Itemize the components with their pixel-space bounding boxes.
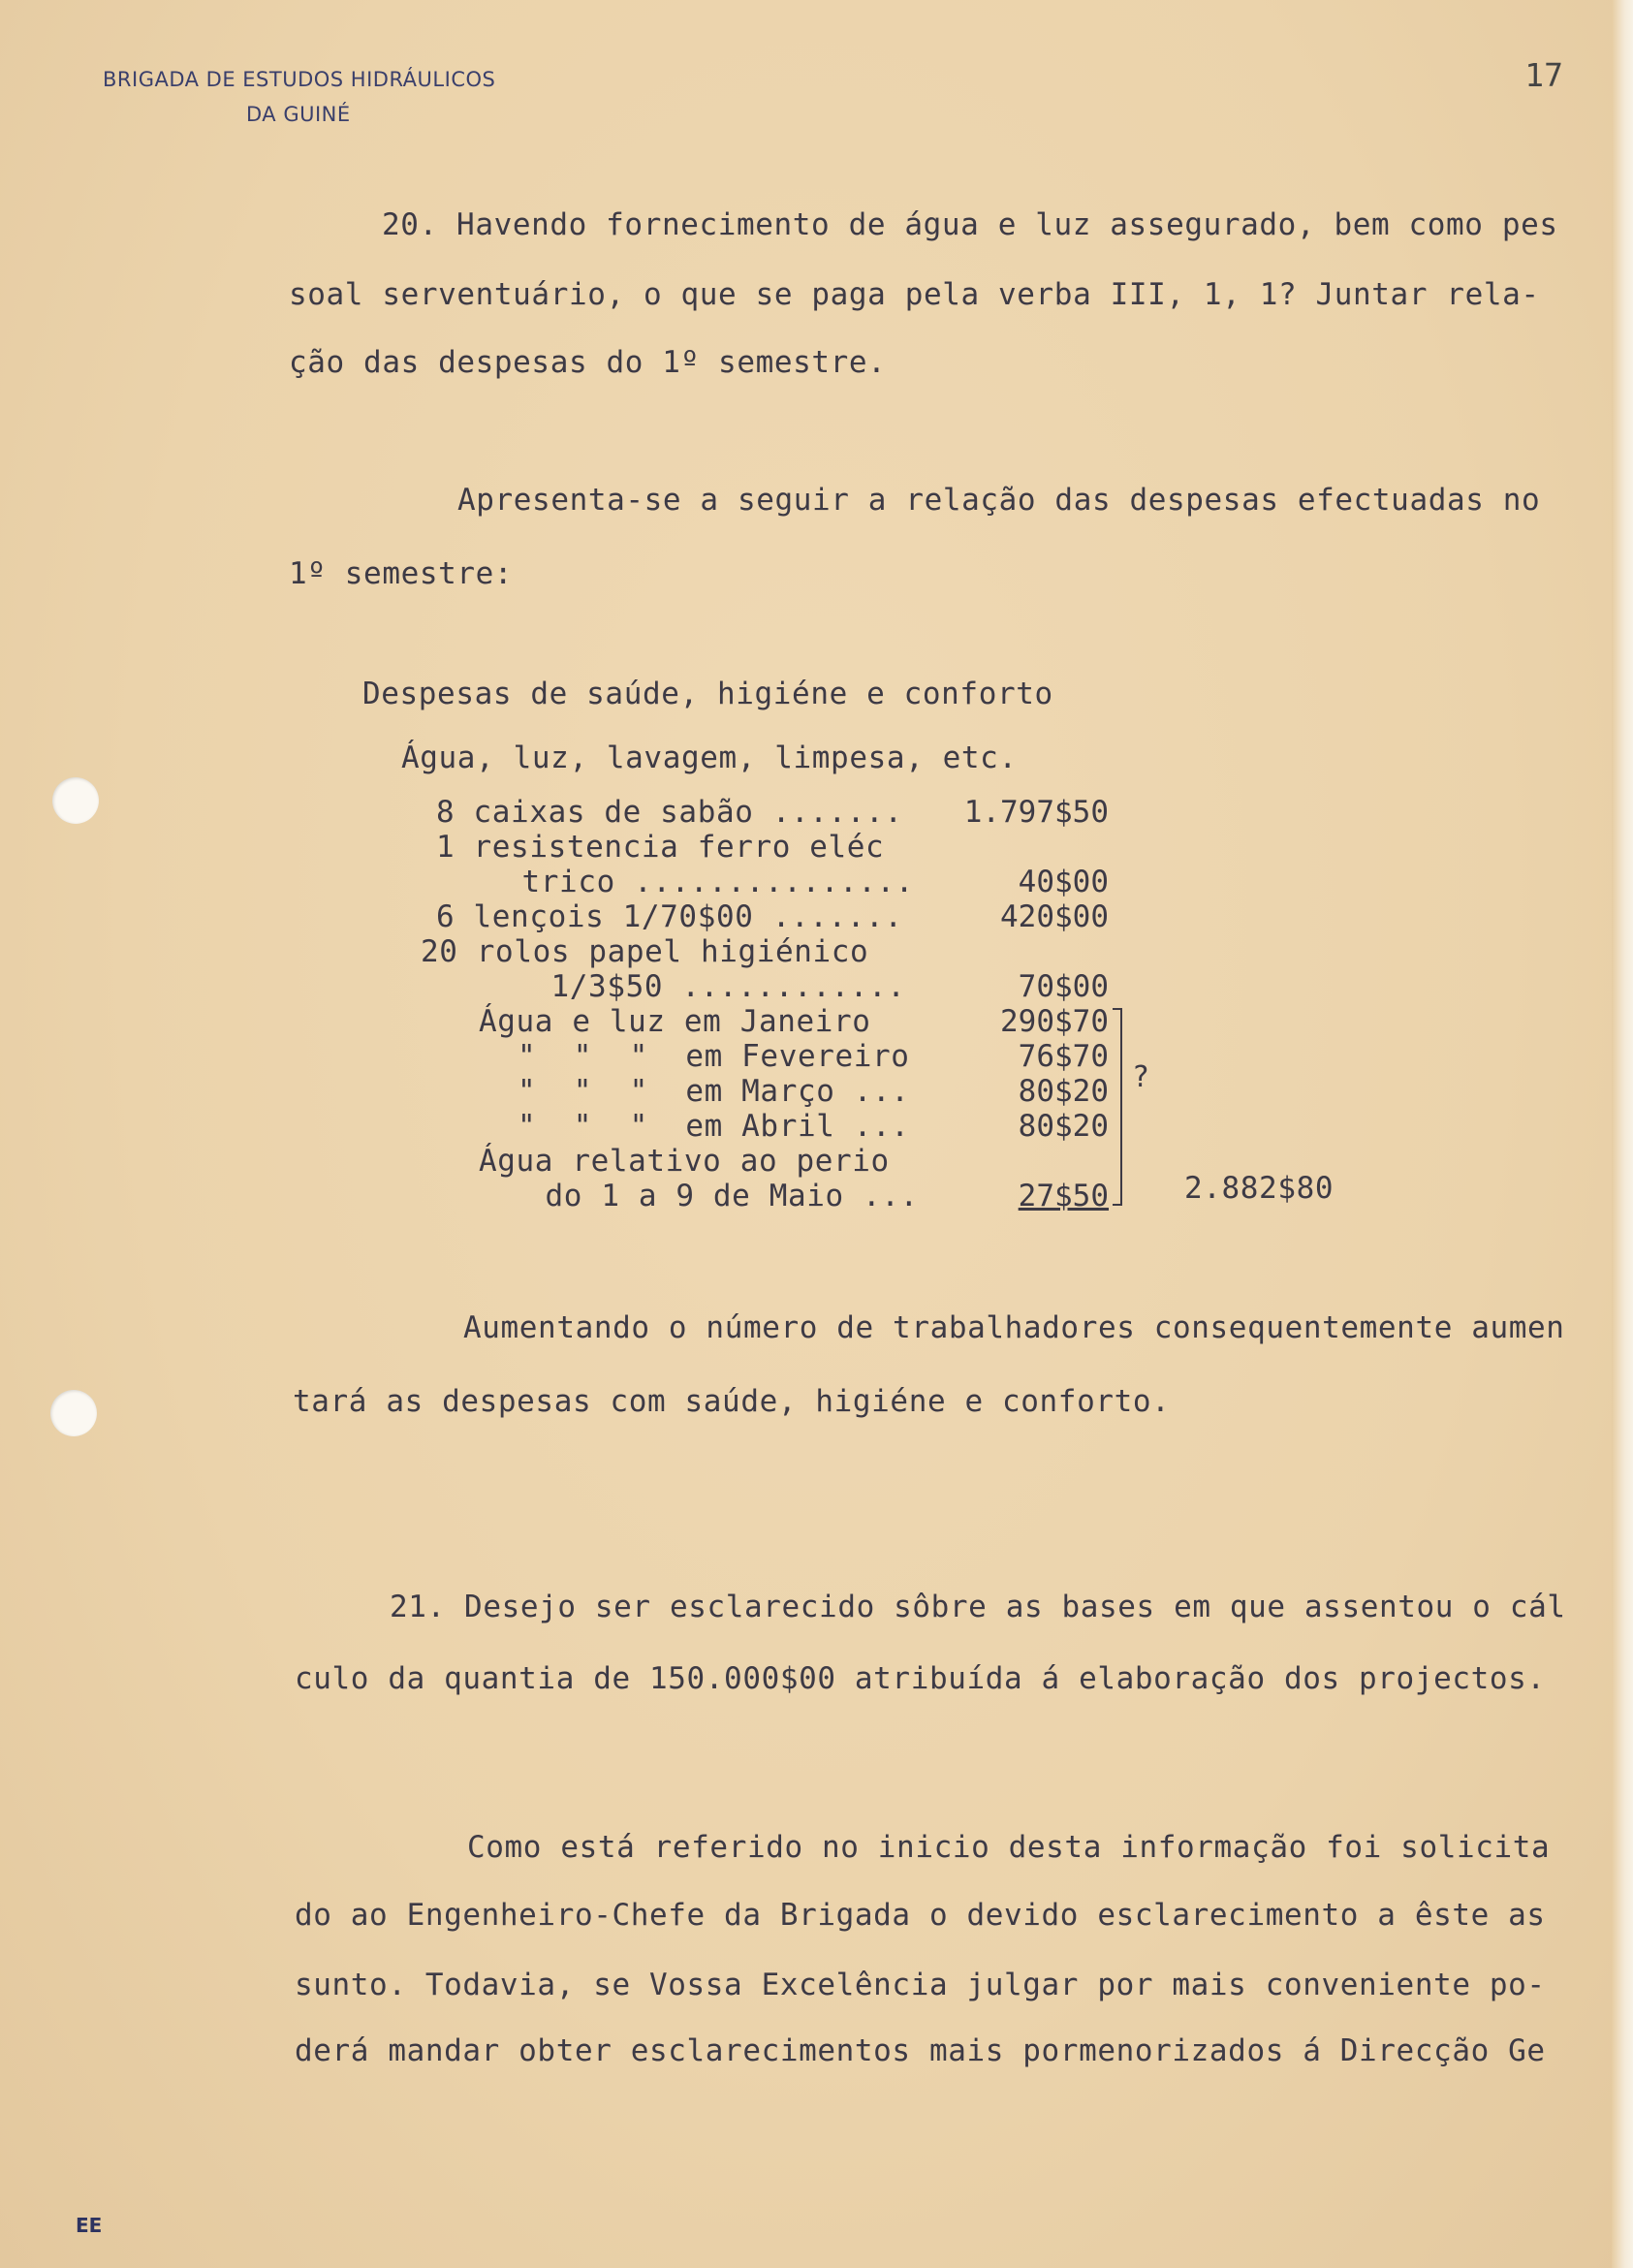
expense-amount-3: 40$00 — [1018, 865, 1109, 899]
expense-item-10: " " " em Abril ... — [518, 1109, 910, 1144]
expense-item-7: Água e luz em Janeiro — [479, 1004, 871, 1039]
expense-item-9: " " " em Março ... — [518, 1074, 910, 1109]
answer21-line1: Como está referido no inicio desta informação foi solicita — [467, 1830, 1551, 1865]
punch-hole-bottom — [50, 1390, 97, 1436]
intro-line2: 1º semestre: — [289, 556, 514, 591]
expense-amount-7: 290$70 — [1000, 1004, 1109, 1039]
expense-amount-9: 80$20 — [1018, 1074, 1109, 1109]
letterhead-line2: DA GUINÉ — [246, 103, 351, 126]
expenses-total: 2.882$80 — [1184, 1171, 1335, 1206]
answer21-line3: sunto. Todavia, se Vossa Excelência julgar por mais conveniente po- — [295, 1968, 1546, 2002]
expense-amount-8: 76$70 — [1018, 1039, 1109, 1074]
expense-amount-1: 1.797$50 — [963, 795, 1109, 830]
increase-line1: Aumentando o número de trabalhadores consequentemente aumen — [463, 1310, 1565, 1345]
q20-line2: soal serventuário, o que se paga pela verba III, 1, 1? Juntar rela- — [289, 277, 1540, 312]
page-number: 17 — [1524, 56, 1563, 94]
q20-line1: 20. Havendo fornecimento de água e luz assegurado, bem como pes — [382, 207, 1558, 242]
expense-amount-4: 420$00 — [1000, 899, 1109, 934]
expense-item-1: 8 caixas de sabão ....... — [436, 795, 903, 830]
expense-item-11: Água relativo ao perio — [479, 1144, 890, 1179]
margin-question-mark: ? — [1132, 1060, 1150, 1094]
page-edge — [1612, 0, 1633, 2268]
expense-amount-12: 27$50 — [1018, 1179, 1109, 1213]
expense-item-2: 1 resistencia ferro eléc — [436, 830, 885, 865]
letterhead-line1: BRIGADA DE ESTUDOS HIDRÁULICOS — [103, 68, 496, 91]
expense-item-8: " " " em Fevereiro — [518, 1039, 910, 1074]
expense-item-5: 20 rolos papel higiénico — [421, 934, 869, 969]
expense-amount-6: 70$00 — [1018, 969, 1109, 1004]
expense-item-4: 6 lençois 1/70$00 ....... — [436, 899, 903, 934]
typist-initials: EE — [76, 2214, 103, 2237]
expense-item-3: trico ............... — [485, 865, 915, 899]
q21-line1: 21. Desejo ser esclarecido sôbre as bases em que assentou o cál — [390, 1590, 1566, 1624]
increase-line2: tará as despesas com saúde, higiéne e conforto. — [293, 1384, 1171, 1419]
expense-item-6: 1/3$50 ............ — [514, 969, 906, 1004]
expense-amount-10: 80$20 — [1018, 1109, 1109, 1144]
punch-hole-top — [52, 777, 99, 824]
expense-bracket — [1113, 1008, 1122, 1206]
expenses-subheading: Água, luz, lavagem, limpesa, etc. — [401, 740, 1018, 775]
intro-line1: Apresenta-se a seguir a relação das despesas efectuadas no — [457, 483, 1541, 518]
answer21-line2: do ao Engenheiro-Chefe da Brigada o devido esclarecimento a êste as — [295, 1898, 1546, 1933]
expenses-heading: Despesas de saúde, higiéne e conforto — [362, 677, 1053, 711]
q20-line3: ção das despesas do 1º semestre. — [289, 345, 887, 380]
q21-line2: culo da quantia de 150.000$00 atribuída á elaboração dos projectos. — [295, 1661, 1546, 1696]
expense-item-12: do 1 a 9 de Maio ... — [508, 1179, 919, 1213]
answer21-line4: derá mandar obter esclarecimentos mais pormenorizados á Direcção Ge — [295, 2033, 1546, 2068]
